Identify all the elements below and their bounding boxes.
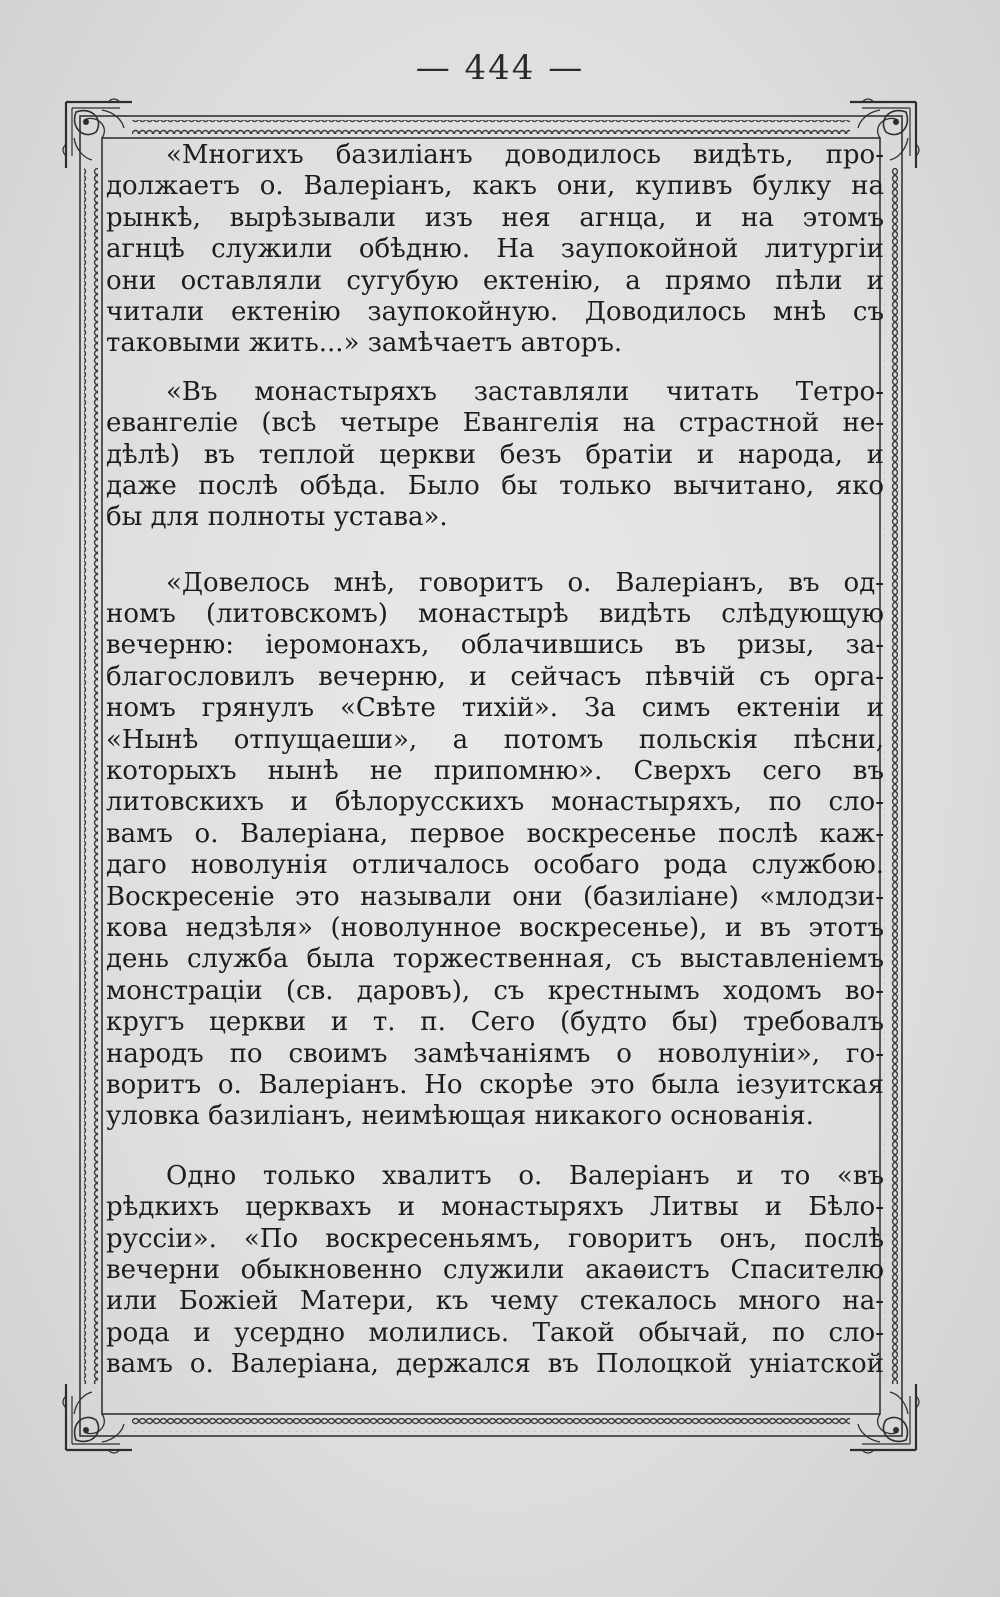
paragraph: [106, 568, 884, 1133]
text-line: вечерню: іеромонахъ, облачившись въ ризы, за-: [106, 630, 884, 661]
text-line: номъ (литовскомъ) монастырѣ видѣть слѣдующую: [106, 599, 884, 630]
text-line: рода и усердно молились. Такой обычай, по сло-: [106, 1317, 884, 1348]
text-line: которыхъ нынѣ не припомню». Сверхъ сего въ: [106, 756, 884, 787]
page-number: — 444 —: [415, 48, 585, 88]
text-line: дѣлѣ) въ теплой церкви безъ братіи и народа, и: [106, 439, 884, 470]
text-line: «Многихъ базиліанъ доводилось видѣть, про-: [166, 140, 884, 170]
text-line: монстраціи (св. даровъ), съ крестнымъ ходомъ во-: [106, 975, 884, 1006]
text-line: даже послѣ обѣда. Было бы только вычитано, яко: [106, 470, 884, 501]
text-line: номъ грянулъ «Свѣте тихій». За симъ ектеніи и: [106, 693, 884, 724]
text-line: Одно только хвалитъ о. Валеріанъ и то «въ: [166, 1160, 884, 1191]
paragraph: [106, 377, 884, 534]
text-line: уловка базиліанъ, неимѣющая никакого основанія.: [106, 1101, 814, 1132]
text-line: таковыми жить...» замѣчаетъ авторъ.: [106, 328, 623, 359]
text-line: вамъ о. Валеріана, первое воскресенье послѣ каж-: [106, 818, 884, 849]
text-line: агнцѣ служили обѣдню. На заупокойной литургіи: [106, 234, 884, 265]
text-line: кругъ церкви и т. п. Сего (будто бы) требовалъ: [106, 1007, 884, 1038]
text-line: они оставляли сугубую ектенію, а прямо пѣли и: [106, 265, 884, 296]
text-line: должаетъ о. Валеріанъ, какъ они, купивъ булку на: [106, 171, 884, 202]
text-line: воритъ о. Валеріанъ. Но скорѣе это была іезуитская: [106, 1069, 884, 1100]
main-text: [106, 140, 884, 1380]
text-line: благословилъ вечерню, и сейчасъ пѣвчій съ орга-: [106, 661, 884, 692]
text-line: вамъ о. Валеріана, держался въ Полоцкой уніатской: [106, 1349, 884, 1380]
text-line: бы для полноты устава».: [106, 502, 448, 533]
text-line: вечерни обыкновенно служили акаѳистъ Спасителю: [106, 1254, 884, 1285]
text-line: рѣдкихъ церквахъ и монастыряхъ Литвы и Бѣло-: [106, 1192, 884, 1223]
text-line: руссіи». «По воскресеньямъ, говоритъ онъ, послѣ: [106, 1223, 884, 1254]
text-line: день служба была торжественная, съ выставленіемъ: [106, 944, 884, 975]
text-line: рынкѣ, вырѣзывали изъ нея агнца, и на этомъ: [106, 202, 884, 233]
text-line: литовскихъ и бѣлорусскихъ монастыряхъ, по сло-: [106, 787, 884, 818]
paragraph: [106, 1161, 884, 1381]
text-line: евангеліе (всѣ четыре Евангелія на страстной не-: [106, 408, 884, 439]
text-line: или Божіей Матери, къ чему стекалось много на-: [106, 1286, 884, 1317]
text-line: народъ по своимъ замѣчаніямъ о новолуніи», го-: [106, 1038, 884, 1069]
text-line: «Довелось мнѣ, говоритъ о. Валеріанъ, въ од-: [166, 567, 884, 598]
text-line: «Нынѣ отпущаеши», а потомъ польскія пѣсни,: [106, 724, 884, 755]
text-line: даго новолунія отличалось особаго рода службою.: [106, 850, 884, 881]
text-line: читали ектенію заупокойную. Доводилось мнѣ съ: [106, 296, 884, 327]
text-line: кова недзѣля» (новолунное воскресенье), и въ этотъ: [106, 912, 884, 943]
text-line: Воскресеніе это называли они (базиліане) «млодзи-: [106, 881, 884, 912]
text-line: «Въ монастыряхъ заставляли читать Тетро-: [166, 376, 884, 407]
paragraph: [106, 140, 884, 360]
